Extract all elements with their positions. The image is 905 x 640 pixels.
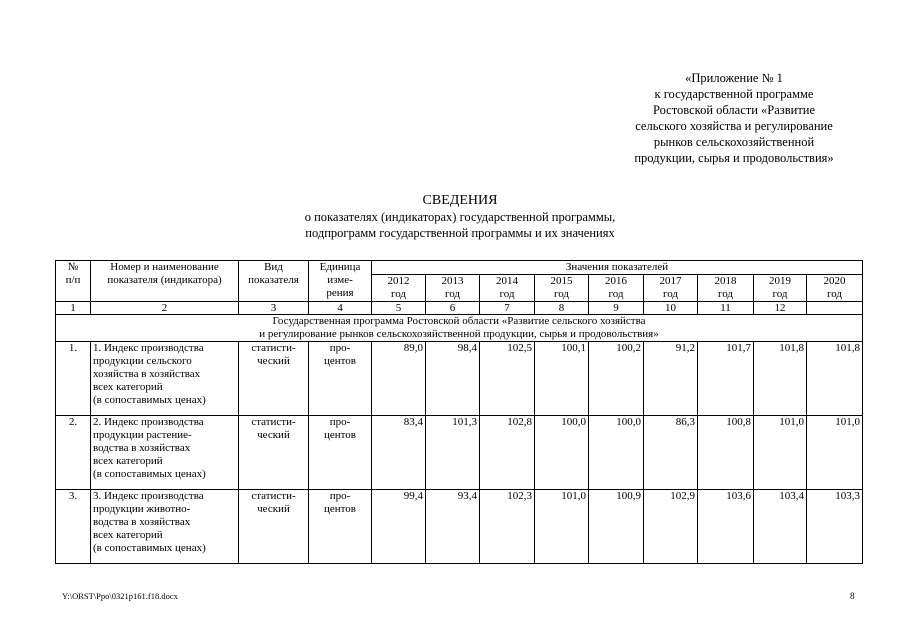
value-cell: 100,2 <box>589 342 644 416</box>
value-cell: 101,7 <box>698 342 754 416</box>
value-cell: 101,3 <box>426 416 480 490</box>
heading-line: подпрограмм государственной программы и их значениях <box>305 226 615 240</box>
value-cell: 89,0 <box>372 342 426 416</box>
column-number: 8 <box>535 302 589 315</box>
column-number: 11 <box>698 302 754 315</box>
value-cell: 100,1 <box>535 342 589 416</box>
table-row <box>56 490 863 564</box>
section-row <box>56 315 863 342</box>
header-year: 2016 год <box>589 275 644 302</box>
section-title: Государственная программа Ростовской области «Развитие сельского хозяйства и регулирование рынков сельскохозяйственной продукции, сырья и продовольствия» <box>56 315 863 342</box>
value-cell: 102,9 <box>644 490 698 564</box>
header-no: № п/п <box>56 261 91 302</box>
value-cell: 100,0 <box>589 416 644 490</box>
header-year: 2019 год <box>754 275 807 302</box>
column-number: 2 <box>91 302 239 315</box>
table-row <box>56 416 863 490</box>
header-values-group: Значения показателей <box>372 261 863 275</box>
indicator-kind: статисти- ческий <box>239 416 309 490</box>
header-year: 2015 год <box>535 275 589 302</box>
value-cell: 101,0 <box>807 416 863 490</box>
indicator-unit: про- центов <box>309 416 372 490</box>
appendix-line: сельского хозяйства и регулирование <box>635 119 833 133</box>
column-number: 7 <box>480 302 535 315</box>
column-number: 4 <box>309 302 372 315</box>
header-year: 2017 год <box>644 275 698 302</box>
value-cell: 100,9 <box>589 490 644 564</box>
row-number: 2. <box>56 416 91 490</box>
value-cell: 102,3 <box>480 490 535 564</box>
document-heading <box>200 192 720 241</box>
column-number: 1 <box>56 302 91 315</box>
appendix-line: Ростовской области «Развитие <box>652 103 816 117</box>
value-cell: 102,8 <box>480 416 535 490</box>
indicator-name: 3. Индекс производства продукции животно- водства в хозяйствах всех категорий (в сопоставимых ценах) <box>91 490 239 564</box>
value-cell: 86,3 <box>644 416 698 490</box>
indicators-table <box>55 260 863 564</box>
value-cell: 98,4 <box>426 342 480 416</box>
value-cell: 100,8 <box>698 416 754 490</box>
column-number: 9 <box>589 302 644 315</box>
value-cell: 99,4 <box>372 490 426 564</box>
header-year: 2013 год <box>426 275 480 302</box>
indicator-name: 2. Индекс производства продукции растение- водства в хозяйствах всех категорий (в сопоставимых ценах) <box>91 416 239 490</box>
value-cell: 103,6 <box>698 490 754 564</box>
column-number: 3 <box>239 302 309 315</box>
value-cell: 83,4 <box>372 416 426 490</box>
heading-title: СВЕДЕНИЯ <box>422 193 498 208</box>
appendix-line: рынков сельскохозяйственной <box>653 135 815 149</box>
value-cell: 93,4 <box>426 490 480 564</box>
header-year: 2018 год <box>698 275 754 302</box>
header-unit: Единица изме- рения <box>309 261 372 302</box>
value-cell: 101,8 <box>807 342 863 416</box>
value-cell: 103,3 <box>807 490 863 564</box>
appendix-block <box>600 70 868 166</box>
column-number: 5 <box>372 302 426 315</box>
table-row <box>56 342 863 416</box>
header-year: 2020 год <box>807 275 863 302</box>
heading-line: о показателях (индикаторах) государственной программы, <box>304 210 616 224</box>
indicator-name: 1. Индекс производства продукции сельского хозяйства в хозяйствах всех категорий (в сопоставимых ценах) <box>91 342 239 416</box>
indicator-kind: статисти- ческий <box>239 342 309 416</box>
column-number: 10 <box>644 302 698 315</box>
header-year: 2014 год <box>480 275 535 302</box>
indicator-unit: про- центов <box>309 342 372 416</box>
value-cell: 100,0 <box>535 416 589 490</box>
file-path-footer: Y:\ORST\Ppo\0321p161.f18.docx <box>62 591 178 601</box>
column-number <box>807 302 863 315</box>
header-kind: Вид показателя <box>239 261 309 302</box>
value-cell: 102,5 <box>480 342 535 416</box>
appendix-line: «Приложение № 1 <box>685 71 783 85</box>
value-cell: 103,4 <box>754 490 807 564</box>
page-number: 8 <box>850 591 855 601</box>
indicator-kind: статисти- ческий <box>239 490 309 564</box>
column-number: 12 <box>754 302 807 315</box>
row-number: 1. <box>56 342 91 416</box>
value-cell: 101,0 <box>754 416 807 490</box>
row-number: 3. <box>56 490 91 564</box>
value-cell: 101,0 <box>535 490 589 564</box>
appendix-line: к государственной программе <box>654 87 814 101</box>
value-cell: 101,8 <box>754 342 807 416</box>
column-numbers-row <box>56 302 863 315</box>
header-name: Номер и наименование показателя (индикатора) <box>91 261 239 302</box>
indicator-unit: про- центов <box>309 490 372 564</box>
header-year: 2012 год <box>372 275 426 302</box>
column-number: 6 <box>426 302 480 315</box>
table-header-row <box>56 261 863 275</box>
value-cell: 91,2 <box>644 342 698 416</box>
appendix-line: продукции, сырья и продовольствия» <box>634 151 834 165</box>
